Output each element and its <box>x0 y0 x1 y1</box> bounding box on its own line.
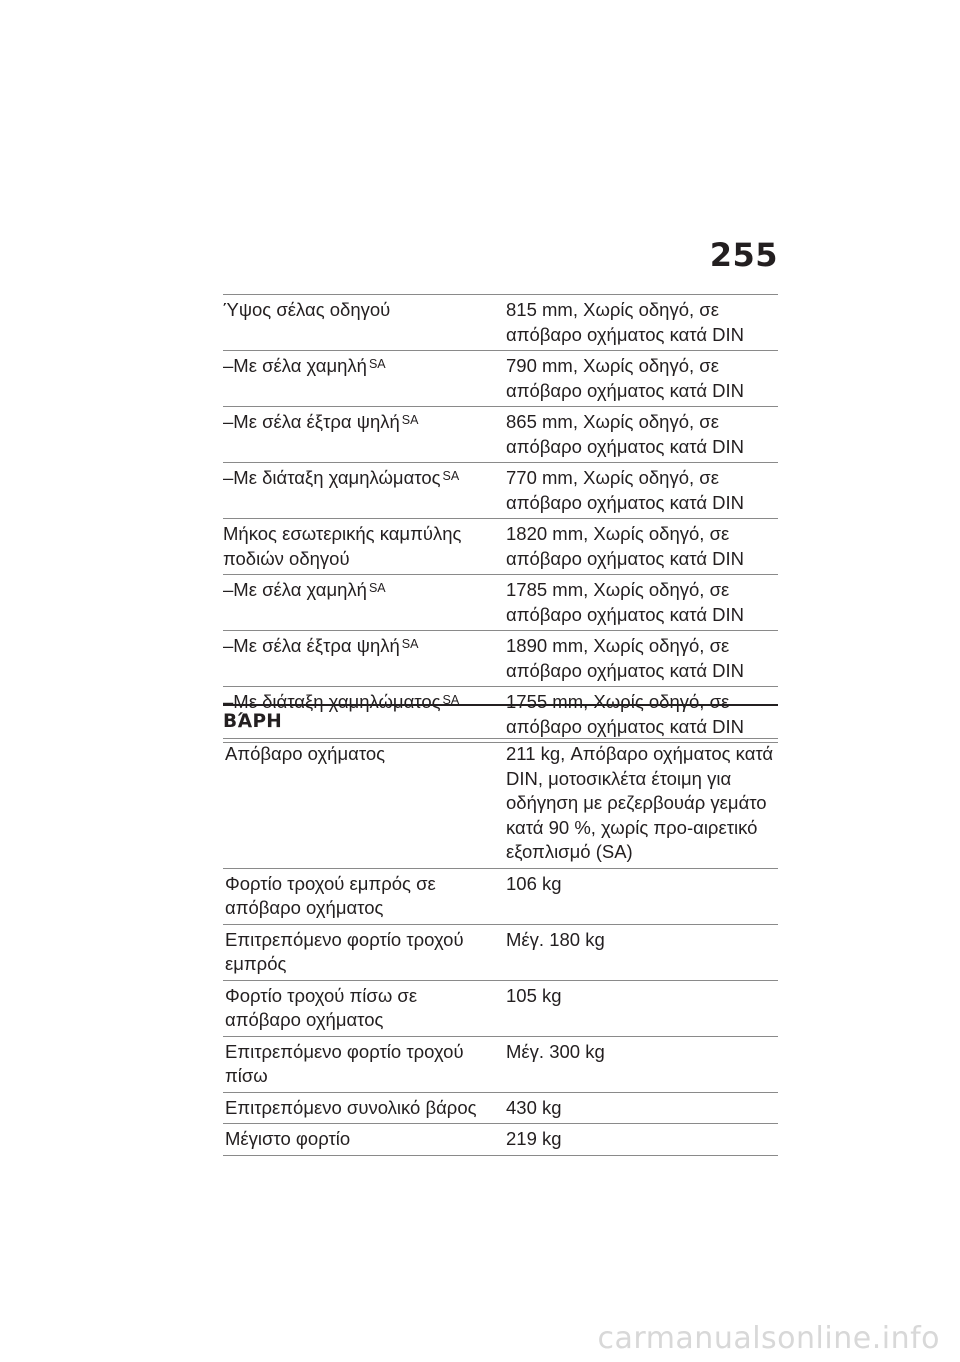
row-value: 430 kg <box>506 1096 562 1118</box>
row-value: 770 mm, Χωρίς οδηγό, σε απόβαρο οχήματος κατά DIN <box>506 467 745 513</box>
row-value: 815 mm, Χωρίς οδηγό, σε απόβαρο οχήματος κατά DIN <box>506 299 745 345</box>
row-label: –Με σέλα έξτρα ψηλή $^{SA}$ <box>223 411 419 432</box>
row-label: –Με διάταξη χαμηλώματος $^{SA}$ <box>223 467 460 488</box>
table-row <box>223 575 778 631</box>
table-row <box>223 631 778 687</box>
table-row <box>223 463 778 519</box>
row-value: 865 mm, Χωρίς οδηγό, σε απόβαρο οχήματος κατά DIN <box>506 411 745 457</box>
row-label: Επιτρεπόμενο συνολικό βάρος <box>225 1096 477 1118</box>
table-row <box>223 1037 778 1093</box>
table-row <box>223 869 778 925</box>
table-row <box>223 295 778 351</box>
row-value: 211 kg, Απόβαρο οχήματος κατά DIN, μοτοσικλέτα έτοιμη για οδήγηση με ρεζερβουάρ γεμάτο κατά 90 %, χωρίς προ-αιρετικό εξοπλισμό (SA) <box>506 743 774 862</box>
row-label: –Με σέλα χαμηλή $^{SA}$ <box>223 579 386 600</box>
table-row <box>223 407 778 463</box>
row-label: –Με σέλα έξτρα ψηλή $^{SA}$ <box>223 635 419 656</box>
page-number: 255 <box>709 236 778 274</box>
row-label: Απόβαρο οχήματος <box>225 743 386 764</box>
row-label: –Με σέλα χαμηλή $^{SA}$ <box>223 355 386 376</box>
table-row <box>223 351 778 407</box>
table-row <box>223 981 778 1037</box>
section-heading-weights: ΒΆΡΗ <box>223 704 778 732</box>
row-label: Επιτρεπόμενο φορτίο τροχού εμπρός <box>225 928 464 974</box>
row-value: Μέγ. 180 kg <box>506 928 605 950</box>
table-row <box>223 519 778 575</box>
table-row <box>223 1124 778 1156</box>
table-row <box>223 739 778 869</box>
dimensions-table <box>223 294 778 743</box>
table-row <box>223 1093 778 1125</box>
weights-table <box>223 738 778 1156</box>
row-value: 1890 mm, Χωρίς οδηγό, σε απόβαρο οχήματος κατά DIN <box>506 635 745 681</box>
row-label: Φορτίο τροχού εμπρός σε απόβαρο οχήματος <box>225 872 436 918</box>
row-value: 1785 mm, Χωρίς οδηγό, σε απόβαρο οχήματος κατά DIN <box>506 579 745 625</box>
row-value: Μέγ. 300 kg <box>506 1040 605 1062</box>
table-row <box>223 925 778 981</box>
row-label: Ύψος σέλας οδηγού <box>223 299 391 320</box>
row-value: 1755 mm, Χωρίς οδηγό, σε απόβαρο οχήματος κατά DIN <box>506 691 745 737</box>
row-label: Επιτρεπόμενο φορτίο τροχού πίσω <box>225 1040 464 1086</box>
row-label: Μέγιστο φορτίο <box>225 1128 351 1149</box>
row-value: 790 mm, Χωρίς οδηγό, σε απόβαρο οχήματος κατά DIN <box>506 355 745 401</box>
row-value: 105 kg <box>506 984 562 1006</box>
row-value: 106 kg <box>506 872 562 894</box>
row-label: Μήκος εσωτερικής καμπύλης ποδιών οδηγού <box>223 523 462 569</box>
watermark: carmanualsonline.info <box>597 1321 940 1356</box>
row-label: Φορτίο τροχού πίσω σε απόβαρο οχήματος <box>225 984 418 1030</box>
row-value: 1820 mm, Χωρίς οδηγό, σε απόβαρο οχήματος κατά DIN <box>506 523 745 569</box>
row-value: 219 kg <box>506 1128 562 1149</box>
row-label: –Με διάταξη χαμηλώματος $^{SA}$ <box>223 691 460 712</box>
